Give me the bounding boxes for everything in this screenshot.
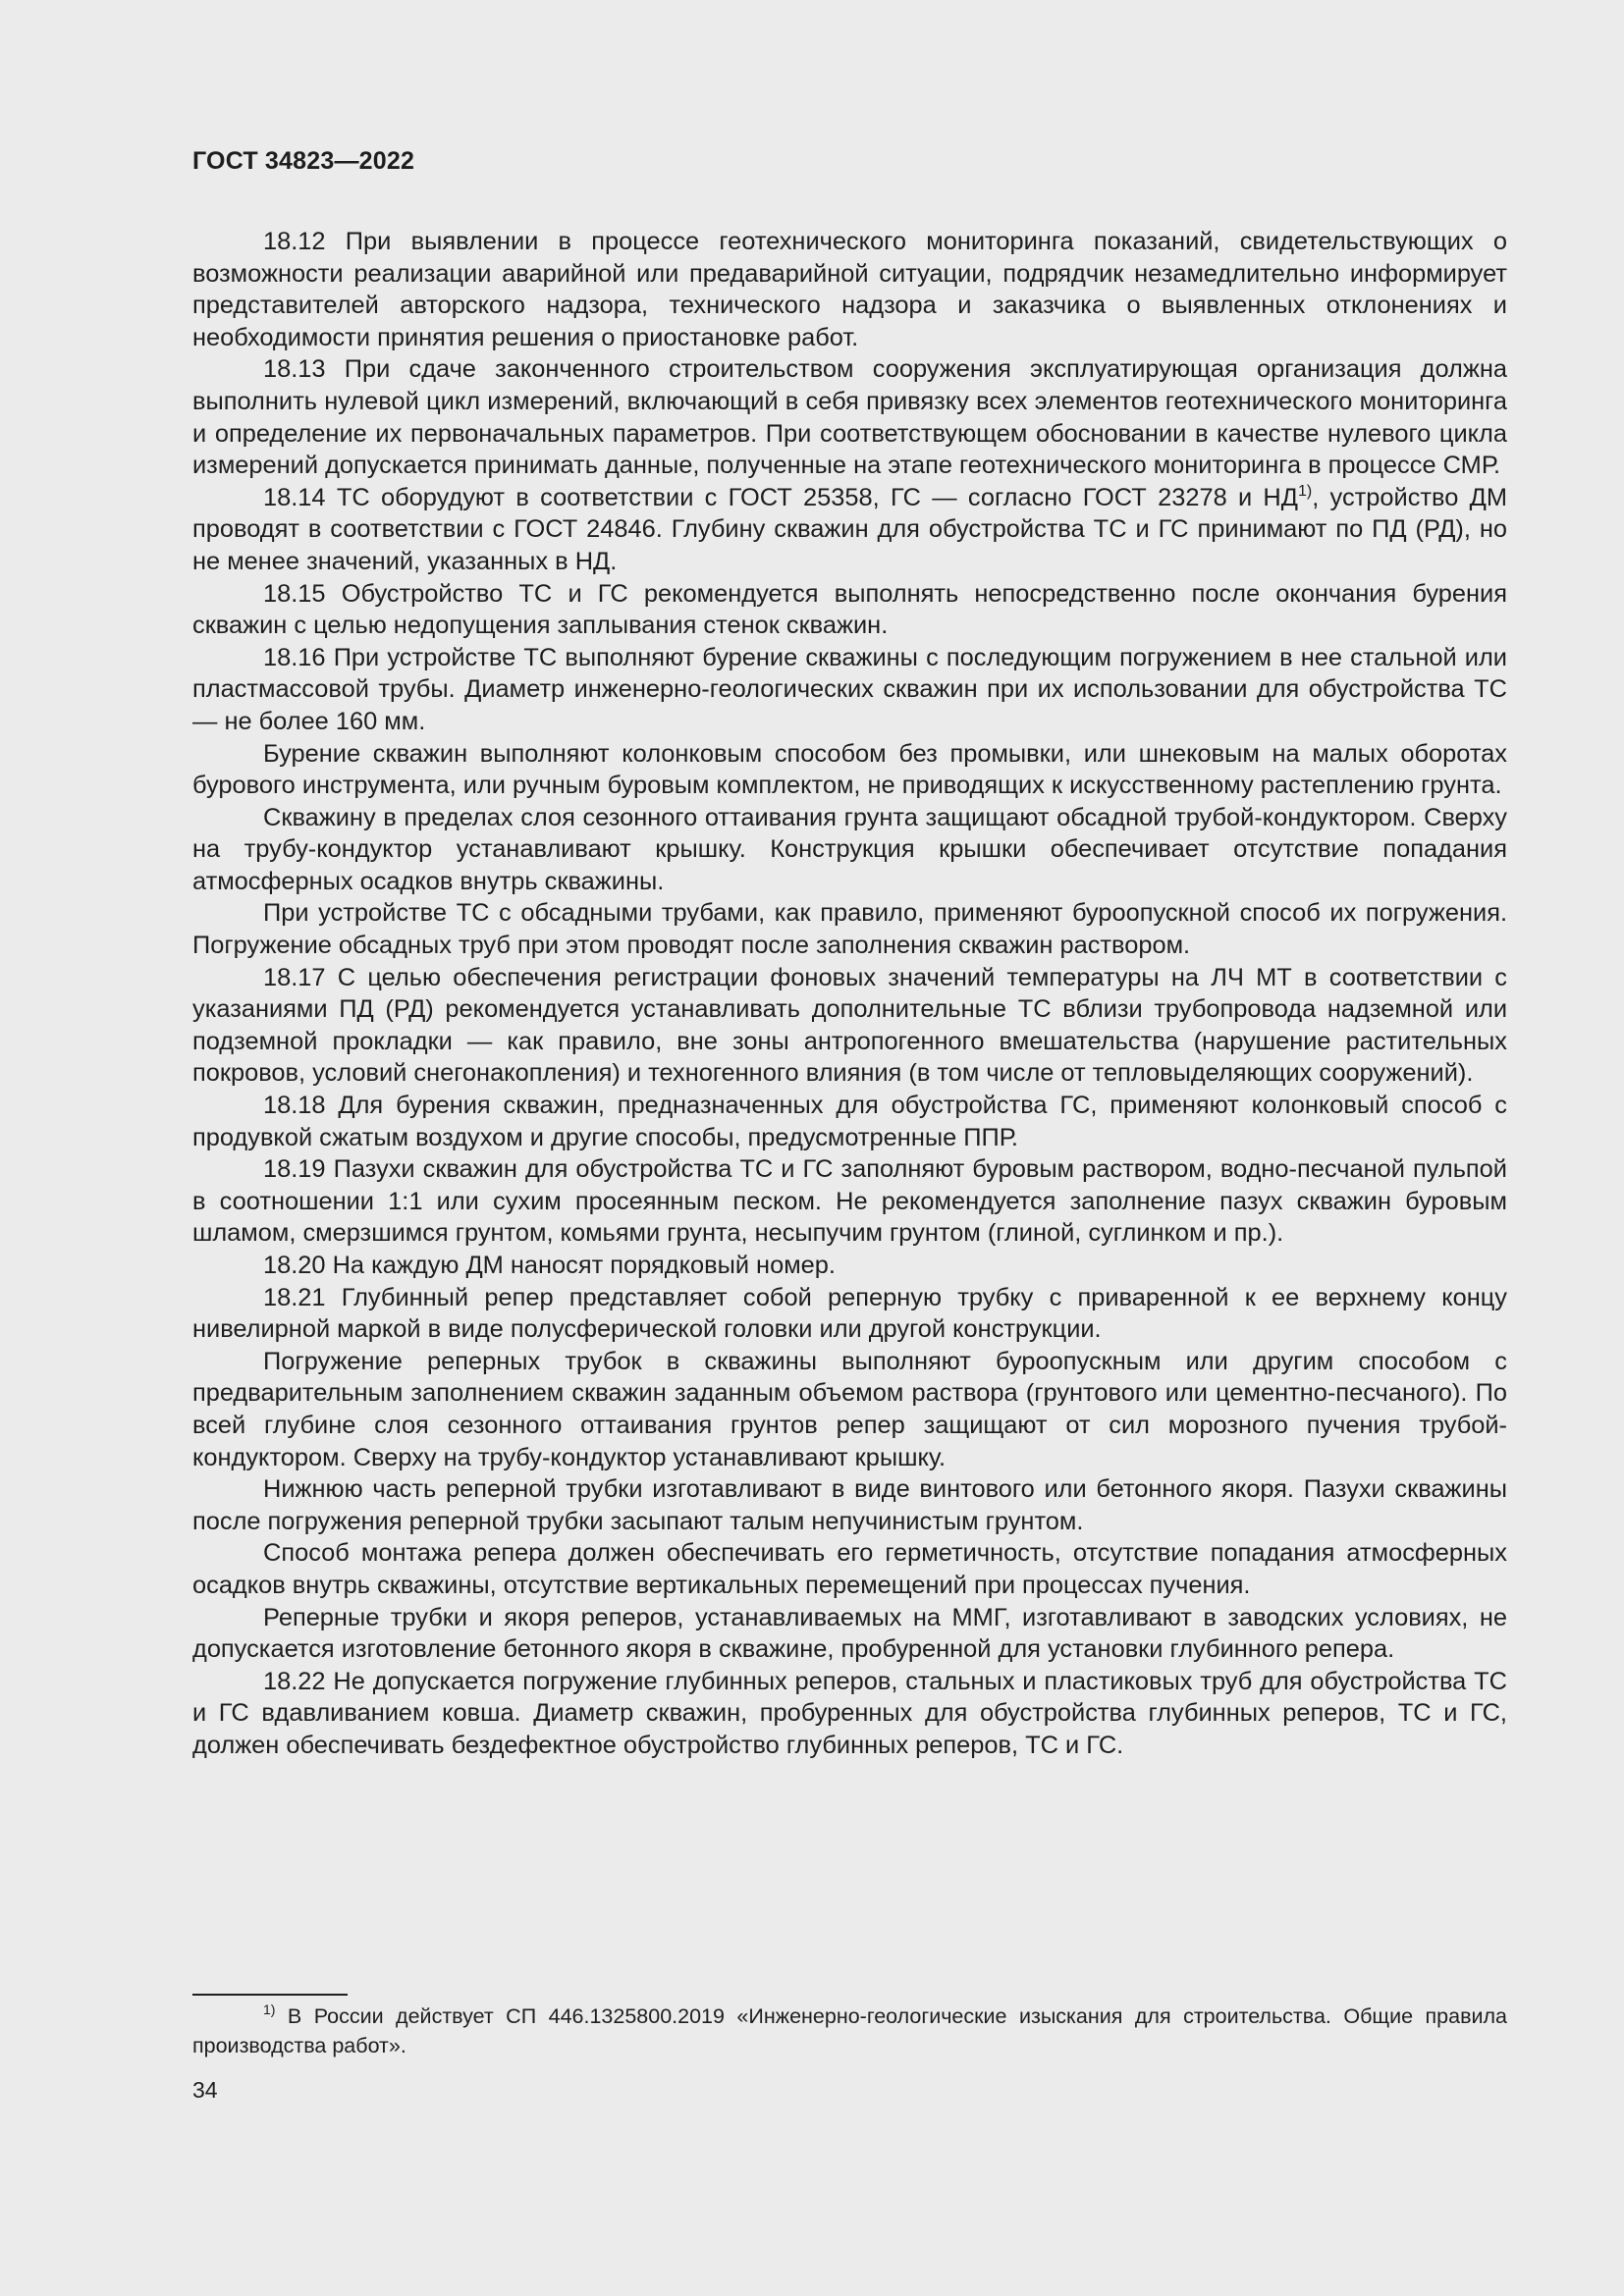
paragraph-18-22: 18.22 Не допускается погружение глубинных реперов, стальных и пластиковых труб для обустройства ТС и ГС вдавливанием ковша. Диаметр скважин, пробуренных для обустройства глубинных реперов, ТС и ГС, должен обеспечивать бездефектное обустройство глубинных реперов, ТС и ГС. <box>192 1667 1507 1759</box>
paragraph-benchmark-anchor: Нижнюю часть реперной трубки изготавливают в виде винтового или бетонного якоря. Пазухи скважины после погружения реперной трубки засыпают талым непучинистым грунтом. <box>192 1475 1507 1535</box>
paragraph-18-14-start: 18.14 ТС оборудуют в соответствии с ГОСТ 25358, ГС — согласно ГОСТ 23278 и НД <box>263 483 1298 511</box>
paragraph-benchmark-manufacturing: Реперные трубки и якоря реперов, устанавливаемых на ММГ, изготавливают в заводских условиях, не допускается изготовление бетонного якоря в скважине, пробуренной для установки глубинного репера. <box>192 1603 1507 1664</box>
paragraph-18-12: 18.12 При выявлении в процессе геотехнического мониторинга показаний, свидетельствующих о возможности реализации аварийной или предаварийной ситуации, подрядчик незамедлительно информирует представителей авторского надзора, технического надзора и заказчика о выявленных отклонениях и необходимости принятия решения о приостановке работ. <box>192 228 1507 351</box>
paragraph-18-20: 18.20 На каждую ДМ наносят порядковый номер. <box>263 1252 836 1279</box>
footnote-reference[interactable]: 1) <box>1297 482 1313 500</box>
paragraph-benchmark-immersion: Погружение реперных трубок в скважины выполняют буроопускным или другим способом с предварительным заполнением скважин заданным объемом раствора (грунтового или цементно-песчаного). По всей глубине слоя сезонного оттаивания грунтов репер защищают от сил морозного пучения трубой-кондуктором. Сверху на трубу-кондуктор устанавливают крышку. <box>192 1347 1507 1471</box>
footnote-text <box>192 2002 1507 2060</box>
paragraph-drilling-method: Бурение скважин выполняют колонковым способом без промывки, или шнековым на малых оборотах бурового инструмента, или ручным буровым комплектом, не приводящих к искусственному растеплению грунта. <box>192 739 1507 800</box>
footnote-marker: 1) <box>263 2002 276 2017</box>
paragraph-18-13: 18.13 При сдаче законченного строительством сооружения эксплуатирующая организация должна выполнить нулевой цикл измерений, включающий в себя привязку всех элементов геотехнического мониторинга и определение их первоначальных параметров. При соответствующем обосновании в качестве нулевого цикла измерений допускается принимать данные, полученные на этапе геотехнического мониторинга в процессе СМР. <box>192 355 1507 480</box>
paragraph-18-14 <box>192 482 1507 578</box>
footnote-body: В России действует СП 446.1325800.2019 «Инженерно-геологические изыскания для строительства. Общие правила производства работ». <box>192 2004 1507 2057</box>
page-number: 34 <box>192 2077 218 2103</box>
paragraph-18-16: 18.16 При устройстве ТС выполняют бурение скважины с последующим погружением в нее стальной или пластмассовой трубы. Диаметр инженерно-геологических скважин при их использовании для обустройства ТС — не более 160 мм. <box>192 643 1507 735</box>
paragraph-18-15: 18.15 Обустройство ТС и ГС рекомендуется выполнять непосредственно после окончания бурения скважин с целью недопущения заплывания стенок скважин. <box>192 579 1507 640</box>
paragraph-18-19: 18.19 Пазухи скважин для обустройства ТС и ГС заполняют буровым раствором, водно-песчаной пульпой в соотношении 1:1 или сухим просеянным песком. Не рекомендуется заполнение пазух скважин буровым шламом, смерзшимся грунтом, комьями грунта, несыпучим грунтом (глиной, суглинком и пр.). <box>192 1155 1507 1248</box>
footnote-divider <box>192 1994 348 1996</box>
paragraph-benchmark-mounting: Способ монтажа репера должен обеспечивать его герметичность, отсутствие попадания атмосферных осадков внутрь скважины, отсутствие вертикальных перемещений при процессах пучения. <box>192 1539 1507 1599</box>
paragraph-18-14-end: , устройство ДМ проводят в соответствии с ГОСТ 24846. Глубину скважин для обустройства ТС и ГС принимают по ПД (РД), но не менее значений, указанных в НД. <box>192 483 1507 575</box>
document-body <box>192 226 1507 1762</box>
paragraph-18-21: 18.21 Глубинный репер представляет собой реперную трубку с приваренной к ее верхнему концу нивелирной маркой в виде полусферической головки или другой конструкции. <box>192 1283 1507 1344</box>
paragraph-18-17: 18.17 С целью обеспечения регистрации фоновых значений температуры на ЛЧ МТ в соответствии с указаниями ПД (РД) рекомендуется устанавливать дополнительные ТС вблизи трубопровода надземной или подземной прокладки — как правило, вне зоны антропогенного вмешательства (нарушение растительных покровов, условий снегонакопления) и техногенного влияния (в том числе от тепловыделяющих сооружений). <box>192 963 1507 1088</box>
document-header: ГОСТ 34823—2022 <box>192 147 415 175</box>
footnote <box>192 2002 1507 2060</box>
paragraph-casing-pipe: Скважину в пределах слоя сезонного оттаивания грунта защищают обсадной трубой-кондуктором. Сверху на трубу-кондуктор устанавливают крышку. Конструкция крышки обеспечивает отсутствие попадания атмосферных осадков внутрь скважины. <box>192 803 1507 895</box>
paragraph-18-18: 18.18 Для бурения скважин, предназначенных для обустройства ГС, применяют колонковый способ с продувкой сжатым воздухом и другие способы, предусмотренные ППР. <box>192 1092 1507 1151</box>
paragraph-casing-installation: При устройстве ТС с обсадными трубами, как правило, применяют буроопускной способ их погружения. Погружение обсадных труб при этом проводят после заполнения скважин раствором. <box>192 899 1507 960</box>
